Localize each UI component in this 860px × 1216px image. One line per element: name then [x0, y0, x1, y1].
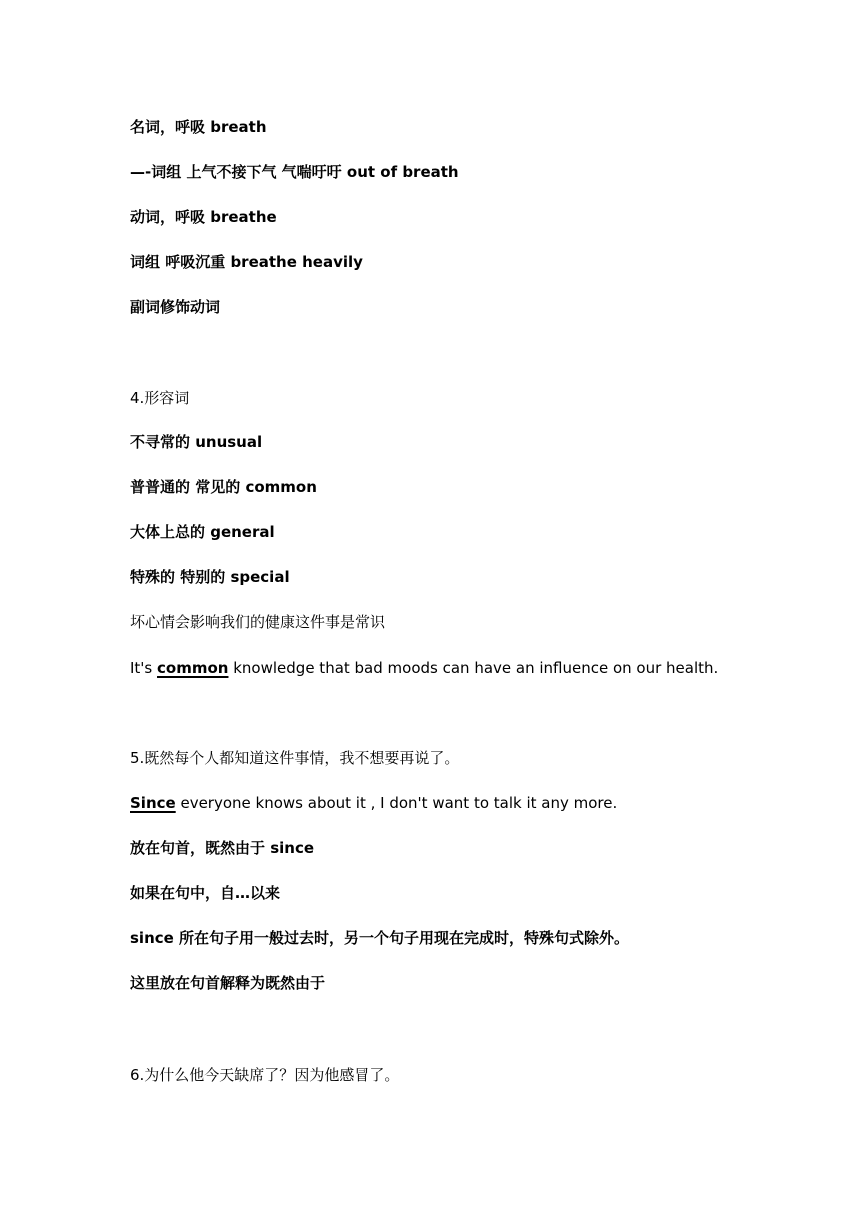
- since-rule-2: 如果在句中，自…以来: [130, 884, 281, 902]
- adj-common-line: 普普通的 常见的 common: [130, 478, 317, 496]
- section-5-heading: 5.既然每个人都知道这件事情，我不想要再说了。: [130, 749, 460, 767]
- section-6-heading: 6.为什么他今天缺席了？因为他感冒了。: [130, 1066, 400, 1084]
- since-rule-3: since 所在句子用一般过去时，另一个句子用现在完成时，特殊句式除外。: [130, 929, 630, 947]
- since-rule-1: 放在句首，既然由于 since: [130, 839, 315, 857]
- sentence-suffix: knowledge that bad moods can have an influence on our health.: [228, 659, 719, 677]
- adj-general-line: 大体上总的 general: [130, 523, 275, 541]
- sentence-prefix: It's: [130, 659, 158, 677]
- adverb-note-line: 副词修饰动词: [130, 298, 221, 316]
- sentence-suffix: everyone knows about it , I don't want to talk it any more.: [175, 794, 618, 812]
- keyword-since: Since: [130, 794, 176, 812]
- breathe-phrase-line: 词组 呼吸沉重 breathe heavily: [130, 253, 363, 271]
- section-4-chinese-sentence: 坏心情会影响我们的健康这件事是常识: [130, 613, 386, 631]
- keyword-common: common: [157, 659, 229, 677]
- section-4-english-sentence: [130, 658, 718, 678]
- breath-phrase-line: —-词组 上气不接下气 气喘吁吁 out of breath: [130, 163, 459, 181]
- breath-noun-line: 名词，呼吸 breath: [130, 118, 267, 136]
- section-4-heading: 4.形容词: [130, 389, 190, 407]
- since-rule-4: 这里放在句首解释为既然由于: [130, 974, 326, 992]
- section-5-english-sentence: [130, 793, 617, 813]
- breathe-verb-line: 动词，呼吸 breathe: [130, 208, 277, 226]
- adj-special-line: 特殊的 特别的 special: [130, 568, 290, 586]
- adj-unusual-line: 不寻常的 unusual: [130, 433, 263, 451]
